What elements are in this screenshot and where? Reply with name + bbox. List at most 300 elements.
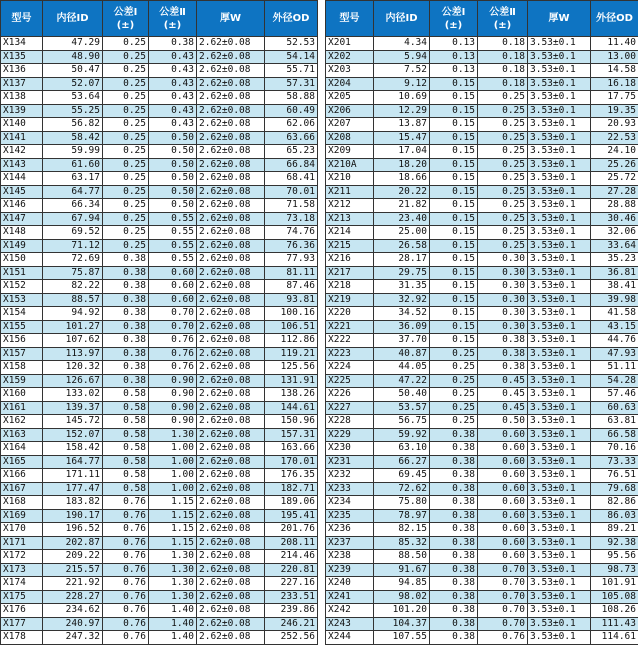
table-row — [1, 388, 318, 402]
cell-inner-diameter: 107.55 — [374, 631, 430, 645]
cell-tolerance-1: 0.15 — [430, 293, 478, 307]
cell-inner-diameter: 21.82 — [374, 199, 430, 213]
cell-tolerance-1: 0.38 — [103, 347, 149, 361]
cell-inner-diameter: 12.29 — [374, 104, 430, 118]
cell-tolerance-2: 0.30 — [478, 320, 528, 334]
cell-tolerance-2: 0.18 — [478, 50, 528, 64]
cell-tolerance-1: 0.58 — [103, 482, 149, 496]
cell-tolerance-1: 0.25 — [430, 388, 478, 402]
cell-inner-diameter: 75.80 — [374, 496, 430, 510]
cell-outer-diameter: 14.58 — [591, 64, 638, 78]
cell-inner-diameter: 44.05 — [374, 361, 430, 375]
cell-outer-diameter: 52.53 — [265, 37, 318, 51]
cell-thickness: 3.53±0.1 — [528, 455, 591, 469]
cell-tolerance-1: 0.25 — [103, 118, 149, 132]
cell-inner-diameter: 64.77 — [43, 185, 103, 199]
cell-tolerance-2: 0.90 — [149, 401, 197, 415]
cell-inner-diameter: 26.58 — [374, 239, 430, 253]
table-row — [326, 280, 638, 294]
cell-tolerance-2: 0.76 — [149, 361, 197, 375]
cell-inner-diameter: 247.32 — [43, 631, 103, 645]
cell-tolerance-1: 0.15 — [430, 239, 478, 253]
cell-inner-diameter: 50.47 — [43, 64, 103, 78]
cell-model: X142 — [1, 145, 43, 159]
cell-outer-diameter: 63.81 — [591, 415, 638, 429]
header-inner-diameter: 内径ID — [43, 1, 103, 37]
cell-tolerance-1: 0.15 — [430, 280, 478, 294]
cell-inner-diameter: 98.02 — [374, 590, 430, 604]
cell-model: X140 — [1, 118, 43, 132]
cell-inner-diameter: 88.50 — [374, 550, 430, 564]
header-model: 型号 — [1, 1, 43, 37]
cell-tolerance-1: 0.38 — [103, 266, 149, 280]
cell-tolerance-2: 0.90 — [149, 415, 197, 429]
cell-tolerance-2: 0.43 — [149, 118, 197, 132]
cell-tolerance-1: 0.15 — [430, 334, 478, 348]
cell-outer-diameter: 13.00 — [591, 50, 638, 64]
table-row — [1, 104, 318, 118]
table-row — [1, 320, 318, 334]
cell-model: X178 — [1, 631, 43, 645]
table-row — [326, 617, 638, 631]
cell-thickness: 3.53±0.1 — [528, 320, 591, 334]
cell-outer-diameter: 17.75 — [591, 91, 638, 105]
cell-thickness: 3.53±0.1 — [528, 401, 591, 415]
cell-thickness: 2.62±0.08 — [197, 388, 265, 402]
cell-inner-diameter: 196.52 — [43, 523, 103, 537]
cell-inner-diameter: 5.94 — [374, 50, 430, 64]
cell-tolerance-1: 0.76 — [103, 590, 149, 604]
cell-outer-diameter: 220.81 — [265, 563, 318, 577]
cell-tolerance-1: 0.58 — [103, 401, 149, 415]
cell-outer-diameter: 95.56 — [591, 550, 638, 564]
cell-thickness: 3.53±0.1 — [528, 172, 591, 186]
table-row — [1, 442, 318, 456]
cell-thickness: 3.53±0.1 — [528, 482, 591, 496]
cell-tolerance-2: 0.30 — [478, 266, 528, 280]
cell-outer-diameter: 57.46 — [591, 388, 638, 402]
table-row — [326, 374, 638, 388]
cell-tolerance-2: 0.50 — [149, 185, 197, 199]
cell-inner-diameter: 13.87 — [374, 118, 430, 132]
table-row — [1, 253, 318, 267]
cell-model: X238 — [326, 550, 374, 564]
table-row — [1, 145, 318, 159]
cell-inner-diameter: 59.92 — [374, 428, 430, 442]
header-model: 型号 — [326, 1, 374, 37]
table-row — [326, 293, 638, 307]
cell-tolerance-2: 0.60 — [478, 455, 528, 469]
table-row — [1, 199, 318, 213]
table-row — [1, 590, 318, 604]
cell-thickness: 2.62±0.08 — [197, 482, 265, 496]
cell-outer-diameter: 111.43 — [591, 617, 638, 631]
cell-outer-diameter: 73.18 — [265, 212, 318, 226]
cell-tolerance-1: 0.38 — [103, 307, 149, 321]
table-row — [1, 334, 318, 348]
cell-tolerance-1: 0.76 — [103, 550, 149, 564]
table-row — [326, 104, 638, 118]
cell-tolerance-1: 0.38 — [430, 563, 478, 577]
cell-tolerance-1: 0.15 — [430, 145, 478, 159]
table-row — [1, 50, 318, 64]
header-row — [1, 1, 318, 37]
cell-tolerance-2: 0.50 — [149, 158, 197, 172]
cell-tolerance-2: 0.50 — [149, 172, 197, 186]
table-row — [1, 401, 318, 415]
cell-tolerance-2: 0.18 — [478, 37, 528, 51]
cell-thickness: 2.62±0.08 — [197, 455, 265, 469]
cell-tolerance-1: 0.38 — [430, 536, 478, 550]
cell-thickness: 3.53±0.1 — [528, 347, 591, 361]
cell-thickness: 2.62±0.08 — [197, 631, 265, 645]
cell-outer-diameter: 57.31 — [265, 77, 318, 91]
cell-model: X168 — [1, 496, 43, 510]
cell-thickness: 2.62±0.08 — [197, 37, 265, 51]
cell-inner-diameter: 177.47 — [43, 482, 103, 496]
cell-model: X134 — [1, 37, 43, 51]
cell-model: X207 — [326, 118, 374, 132]
cell-tolerance-2: 1.15 — [149, 536, 197, 550]
cell-thickness: 2.62±0.08 — [197, 293, 265, 307]
cell-tolerance-1: 0.25 — [103, 226, 149, 240]
table-row — [326, 590, 638, 604]
cell-outer-diameter: 163.66 — [265, 442, 318, 456]
cell-model: X237 — [326, 536, 374, 550]
table-row — [326, 131, 638, 145]
cell-inner-diameter: 40.87 — [374, 347, 430, 361]
cell-model: X165 — [1, 455, 43, 469]
cell-outer-diameter: 33.64 — [591, 239, 638, 253]
table-row — [326, 550, 638, 564]
cell-inner-diameter: 56.75 — [374, 415, 430, 429]
cell-model: X236 — [326, 523, 374, 537]
cell-thickness: 2.62±0.08 — [197, 50, 265, 64]
header-tolerance-1: 公差I (±) — [103, 1, 149, 37]
cell-thickness: 2.62±0.08 — [197, 361, 265, 375]
right-spec-table — [325, 0, 638, 645]
cell-thickness: 3.53±0.1 — [528, 104, 591, 118]
cell-inner-diameter: 63.10 — [374, 442, 430, 456]
table-row — [326, 401, 638, 415]
cell-tolerance-2: 1.40 — [149, 631, 197, 645]
cell-model: X229 — [326, 428, 374, 442]
cell-outer-diameter: 60.63 — [591, 401, 638, 415]
table-row — [1, 293, 318, 307]
cell-tolerance-1: 0.15 — [430, 307, 478, 321]
cell-tolerance-1: 0.38 — [430, 577, 478, 591]
cell-inner-diameter: 171.11 — [43, 469, 103, 483]
cell-tolerance-1: 0.15 — [430, 172, 478, 186]
cell-tolerance-2: 1.00 — [149, 469, 197, 483]
cell-outer-diameter: 157.31 — [265, 428, 318, 442]
cell-thickness: 2.62±0.08 — [197, 91, 265, 105]
cell-outer-diameter: 25.72 — [591, 172, 638, 186]
cell-tolerance-2: 0.30 — [478, 280, 528, 294]
cell-tolerance-2: 0.38 — [149, 37, 197, 51]
cell-outer-diameter: 131.91 — [265, 374, 318, 388]
cell-outer-diameter: 16.18 — [591, 77, 638, 91]
cell-thickness: 3.53±0.1 — [528, 361, 591, 375]
cell-tolerance-2: 0.90 — [149, 374, 197, 388]
cell-inner-diameter: 61.60 — [43, 158, 103, 172]
cell-outer-diameter: 92.38 — [591, 536, 638, 550]
cell-tolerance-1: 0.76 — [103, 536, 149, 550]
cell-thickness: 3.53±0.1 — [528, 604, 591, 618]
table-row — [326, 469, 638, 483]
cell-outer-diameter: 58.88 — [265, 91, 318, 105]
cell-thickness: 2.62±0.08 — [197, 496, 265, 510]
cell-tolerance-1: 0.76 — [103, 604, 149, 618]
cell-tolerance-2: 0.50 — [478, 415, 528, 429]
cell-thickness: 3.53±0.1 — [528, 158, 591, 172]
cell-inner-diameter: 23.40 — [374, 212, 430, 226]
cell-model: X212 — [326, 199, 374, 213]
cell-tolerance-1: 0.38 — [103, 293, 149, 307]
cell-tolerance-2: 1.30 — [149, 550, 197, 564]
cell-inner-diameter: 32.92 — [374, 293, 430, 307]
cell-tolerance-1: 0.38 — [103, 280, 149, 294]
cell-inner-diameter: 47.29 — [43, 37, 103, 51]
cell-tolerance-2: 0.60 — [478, 428, 528, 442]
cell-outer-diameter: 195.41 — [265, 509, 318, 523]
table-row — [1, 226, 318, 240]
cell-tolerance-1: 0.15 — [430, 266, 478, 280]
cell-tolerance-2: 1.15 — [149, 523, 197, 537]
header-tolerance-2: 公差Ⅱ (±) — [149, 1, 197, 37]
cell-thickness: 2.62±0.08 — [197, 266, 265, 280]
cell-inner-diameter: 47.22 — [374, 374, 430, 388]
cell-outer-diameter: 30.46 — [591, 212, 638, 226]
cell-thickness: 3.53±0.1 — [528, 50, 591, 64]
cell-outer-diameter: 65.23 — [265, 145, 318, 159]
table-row — [1, 77, 318, 91]
table-row — [326, 64, 638, 78]
cell-tolerance-1: 0.38 — [103, 320, 149, 334]
cell-tolerance-1: 0.38 — [103, 374, 149, 388]
table-row — [1, 361, 318, 375]
cell-model: X241 — [326, 590, 374, 604]
cell-inner-diameter: 88.57 — [43, 293, 103, 307]
cell-tolerance-2: 0.38 — [478, 361, 528, 375]
cell-model: X164 — [1, 442, 43, 456]
cell-thickness: 2.62±0.08 — [197, 509, 265, 523]
table-row — [326, 604, 638, 618]
cell-inner-diameter: 228.27 — [43, 590, 103, 604]
cell-tolerance-2: 0.55 — [149, 226, 197, 240]
cell-tolerance-2: 0.60 — [149, 293, 197, 307]
cell-model: X210A — [326, 158, 374, 172]
cell-model: X135 — [1, 50, 43, 64]
header-thickness: 厚W — [197, 1, 265, 37]
cell-thickness: 2.62±0.08 — [197, 226, 265, 240]
table-row — [1, 617, 318, 631]
table-row — [1, 212, 318, 226]
cell-thickness: 2.62±0.08 — [197, 104, 265, 118]
table-row — [1, 185, 318, 199]
cell-thickness: 3.53±0.1 — [528, 77, 591, 91]
cell-inner-diameter: 17.04 — [374, 145, 430, 159]
table-row — [1, 415, 318, 429]
cell-tolerance-2: 0.25 — [478, 239, 528, 253]
table-row — [326, 563, 638, 577]
cell-tolerance-1: 0.15 — [430, 320, 478, 334]
cell-inner-diameter: 53.57 — [374, 401, 430, 415]
cell-inner-diameter: 29.75 — [374, 266, 430, 280]
cell-thickness: 3.53±0.1 — [528, 496, 591, 510]
cell-model: X215 — [326, 239, 374, 253]
cell-inner-diameter: 55.25 — [43, 104, 103, 118]
cell-tolerance-2: 0.45 — [478, 374, 528, 388]
cell-outer-diameter: 144.61 — [265, 401, 318, 415]
cell-thickness: 2.62±0.08 — [197, 563, 265, 577]
cell-tolerance-2: 1.30 — [149, 577, 197, 591]
cell-tolerance-1: 0.25 — [430, 361, 478, 375]
cell-inner-diameter: 25.00 — [374, 226, 430, 240]
cell-tolerance-1: 0.15 — [430, 158, 478, 172]
cell-model: X242 — [326, 604, 374, 618]
cell-tolerance-2: 0.60 — [478, 536, 528, 550]
cell-thickness: 3.53±0.1 — [528, 563, 591, 577]
cell-tolerance-2: 1.00 — [149, 442, 197, 456]
cell-tolerance-2: 0.70 — [478, 604, 528, 618]
cell-inner-diameter: 52.07 — [43, 77, 103, 91]
cell-model: X233 — [326, 482, 374, 496]
cell-tolerance-1: 0.25 — [103, 37, 149, 51]
cell-tolerance-1: 0.25 — [430, 347, 478, 361]
cell-tolerance-1: 0.15 — [430, 185, 478, 199]
cell-model: X160 — [1, 388, 43, 402]
cell-outer-diameter: 77.93 — [265, 253, 318, 267]
cell-tolerance-2: 0.50 — [149, 199, 197, 213]
cell-model: X144 — [1, 172, 43, 186]
cell-inner-diameter: 10.69 — [374, 91, 430, 105]
cell-tolerance-2: 0.38 — [478, 334, 528, 348]
cell-model: X139 — [1, 104, 43, 118]
cell-model: X227 — [326, 401, 374, 415]
cell-outer-diameter: 214.46 — [265, 550, 318, 564]
cell-outer-diameter: 98.73 — [591, 563, 638, 577]
cell-outer-diameter: 79.68 — [591, 482, 638, 496]
cell-tolerance-1: 0.15 — [430, 253, 478, 267]
cell-tolerance-2: 0.43 — [149, 64, 197, 78]
cell-model: X231 — [326, 455, 374, 469]
cell-tolerance-2: 1.30 — [149, 590, 197, 604]
cell-thickness: 2.62±0.08 — [197, 469, 265, 483]
cell-thickness: 3.53±0.1 — [528, 550, 591, 564]
table-row — [326, 577, 638, 591]
cell-outer-diameter: 89.21 — [591, 523, 638, 537]
cell-model: X138 — [1, 91, 43, 105]
cell-tolerance-2: 0.30 — [478, 307, 528, 321]
cell-tolerance-1: 0.38 — [430, 469, 478, 483]
cell-tolerance-1: 0.25 — [103, 239, 149, 253]
cell-thickness: 2.62±0.08 — [197, 199, 265, 213]
cell-thickness: 2.62±0.08 — [197, 77, 265, 91]
cell-tolerance-1: 0.38 — [430, 455, 478, 469]
cell-model: X218 — [326, 280, 374, 294]
cell-model: X149 — [1, 239, 43, 253]
table-row — [1, 428, 318, 442]
cell-tolerance-2: 0.30 — [478, 253, 528, 267]
cell-model: X244 — [326, 631, 374, 645]
header-inner-diameter: 内径ID — [374, 1, 430, 37]
cell-model: X166 — [1, 469, 43, 483]
cell-inner-diameter: 71.12 — [43, 239, 103, 253]
cell-thickness: 3.53±0.1 — [528, 374, 591, 388]
cell-outer-diameter: 208.11 — [265, 536, 318, 550]
cell-outer-diameter: 62.06 — [265, 118, 318, 132]
cell-model: X151 — [1, 266, 43, 280]
cell-inner-diameter: 7.52 — [374, 64, 430, 78]
cell-tolerance-2: 1.00 — [149, 482, 197, 496]
table-row — [1, 523, 318, 537]
cell-tolerance-2: 0.25 — [478, 91, 528, 105]
cell-tolerance-1: 0.15 — [430, 77, 478, 91]
cell-model: X170 — [1, 523, 43, 537]
table-row — [1, 604, 318, 618]
cell-outer-diameter: 60.49 — [265, 104, 318, 118]
cell-inner-diameter: 34.52 — [374, 307, 430, 321]
cell-outer-diameter: 39.98 — [591, 293, 638, 307]
cell-thickness: 3.53±0.1 — [528, 226, 591, 240]
cell-inner-diameter: 152.07 — [43, 428, 103, 442]
cell-tolerance-2: 0.70 — [149, 307, 197, 321]
cell-tolerance-2: 0.60 — [478, 509, 528, 523]
cell-thickness: 2.62±0.08 — [197, 239, 265, 253]
cell-outer-diameter: 233.51 — [265, 590, 318, 604]
cell-tolerance-2: 0.50 — [149, 145, 197, 159]
cell-thickness: 2.62±0.08 — [197, 374, 265, 388]
cell-outer-diameter: 101.91 — [591, 577, 638, 591]
cell-tolerance-1: 0.25 — [103, 158, 149, 172]
cell-tolerance-1: 0.76 — [103, 617, 149, 631]
cell-outer-diameter: 47.93 — [591, 347, 638, 361]
cell-inner-diameter: 164.77 — [43, 455, 103, 469]
cell-model: X234 — [326, 496, 374, 510]
cell-outer-diameter: 189.06 — [265, 496, 318, 510]
cell-thickness: 2.62±0.08 — [197, 617, 265, 631]
cell-tolerance-1: 0.38 — [430, 550, 478, 564]
cell-inner-diameter: 78.97 — [374, 509, 430, 523]
cell-tolerance-2: 0.18 — [478, 77, 528, 91]
table-row — [1, 509, 318, 523]
table-row — [326, 482, 638, 496]
cell-model: X243 — [326, 617, 374, 631]
cell-thickness: 2.62±0.08 — [197, 334, 265, 348]
cell-thickness: 2.62±0.08 — [197, 536, 265, 550]
cell-inner-diameter: 31.35 — [374, 280, 430, 294]
cell-tolerance-2: 0.90 — [149, 388, 197, 402]
cell-model: X162 — [1, 415, 43, 429]
cell-inner-diameter: 221.92 — [43, 577, 103, 591]
cell-model: X214 — [326, 226, 374, 240]
cell-tolerance-2: 0.30 — [478, 293, 528, 307]
cell-outer-diameter: 201.76 — [265, 523, 318, 537]
cell-tolerance-1: 0.76 — [103, 631, 149, 645]
cell-model: X235 — [326, 509, 374, 523]
cell-tolerance-2: 0.76 — [149, 347, 197, 361]
cell-inner-diameter: 202.87 — [43, 536, 103, 550]
cell-model: X143 — [1, 158, 43, 172]
cell-thickness: 3.53±0.1 — [528, 509, 591, 523]
cell-inner-diameter: 91.67 — [374, 563, 430, 577]
cell-tolerance-1: 0.38 — [430, 509, 478, 523]
cell-outer-diameter: 81.11 — [265, 266, 318, 280]
cell-tolerance-2: 0.76 — [149, 334, 197, 348]
header-tolerance-1: 公差I (±) — [430, 1, 478, 37]
cell-inner-diameter: 63.17 — [43, 172, 103, 186]
